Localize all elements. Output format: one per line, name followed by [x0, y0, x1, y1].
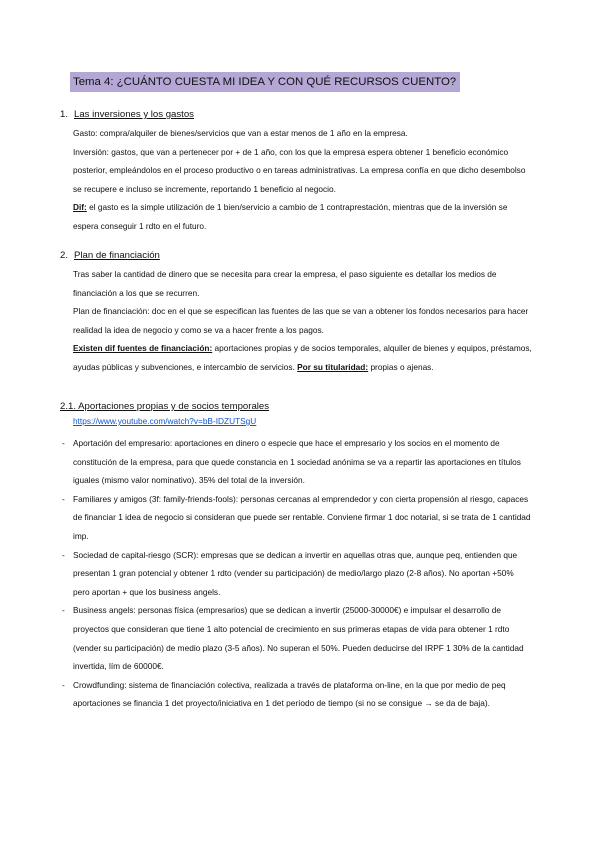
youtube-link[interactable]: https://www.youtube.com/watch?v=bB-IDZUTSgU: [73, 416, 257, 426]
list-item: - Aportación del empresario: aportaciones en dinero o especie que hace el empresario y los socios en el momento de constitución de la empresa, para que quede constancia en 1 sociedad anónima se va a repartir las aportaciones en títulos iguales (mismo valor nominativo). 35% del total de la inversión.: [73, 434, 531, 490]
dif-text: el gasto es la simple utilización de 1 bien/servicio a cambio de 1 contraprestación, mientras que de la inversión se espera conseguir 1 rdto en el futuro.: [73, 202, 508, 231]
existen-label: Existen dif fuentes de financiación:: [73, 343, 213, 354]
list-item: - Familiares y amigos (3f: family-friends-fools): personas cercanas al emprendedor y con cierta propensión al riesgo, capaces de financiar 1 idea de negocio si consideran que puede ser rentable. Conviene firmar 1 doc notarial, si se trata de 1 cantidad imp.: [73, 490, 531, 546]
section-2-title: Plan de financiación: [74, 250, 160, 261]
list-item: - Sociedad de capital-riesgo (SCR): empresas que se dedican a invertir en aquellas otras que, aunque peq, entienden que presentan 1 gran potencial y obtener 1 rdto (vender su participación) de medio/largo plazo (2-8 años). No aportan +50% pero aportan + que los business angels.: [73, 546, 531, 602]
financing-sources-list: [73, 434, 531, 713]
document-title: Tema 4: ¿CUÁNTO CUESTA MI IDEA Y CON QUÉ RECURSOS CUENTO?: [70, 72, 460, 92]
dif-label: Dif:: [73, 202, 87, 213]
section-1-body: [73, 124, 533, 236]
section-2-heading: [60, 249, 160, 262]
plan-paragraph: Plan de financiación: doc en el que se especifican las fuentes de las que se van a obtener los fondos necesarios para hacer realidad la idea de negocio y como se va a hacer frente a los pagos.: [73, 306, 529, 335]
section-1-heading: [60, 108, 194, 121]
existen-text: aportaciones propias y de socios temporales, alquiler de bienes y equipos, préstamos, ayudas públicas y subvenciones, e intercambio de servicios.: [73, 343, 532, 372]
section-1-title: Las inversiones y los gastos: [74, 109, 194, 120]
inversion-paragraph: Inversión: gastos, que van a pertenecer por + de 1 año, con los que la empresa espera obtener 1 beneficio económico posterior, empleándolos en el proceso productivo o en tareas administrativas. La empresa confía en que dicho desembolso se recupere e incluso se incremente, reportando 1 beneficio al negocio.: [73, 146, 526, 194]
section-2-number: 2.: [60, 250, 69, 261]
intro-paragraph: Tras saber la cantidad de dinero que se necesita para crear la empresa, el paso siguiente es detallar los medios de financiación a los que se recurren.: [73, 269, 497, 298]
list-item: - Crowdfunding: sistema de financiación colectiva, realizada a través de plataforma on-line, en la que por medio de peq aportaciones se financia 1 det proyecto/iniciativa en 1 det período de tiempo (si no se consigue → se da de baja).: [73, 676, 531, 713]
dif-paragraph: [73, 198, 533, 235]
section-2-body: [73, 265, 533, 377]
titularidad-label: Por su titularidad:: [297, 361, 369, 372]
gasto-paragraph: Gasto: compra/alquiler de bienes/servicios que van a estar menos de 1 año en la empresa.: [73, 128, 408, 138]
section-1-number: 1.: [60, 109, 69, 120]
section-2-1-heading: [60, 400, 269, 413]
list-item: - Business angels: personas física (empresarios) que se dedican a invertir (25000-30000€) e impulsar el desarrollo de proyectos que consideran que tiene 1 alto potencial de crecimiento en sus primeras etapas de vida para obtener 1 rdto (vender su participación) de medio plazo (3-5 años). No superan el 50%. Pueden deducirse del IRPF 1 30% de la cantidad invertida, lím de 60000€.: [73, 601, 531, 675]
titularidad-text: propias o ajenas.: [368, 361, 434, 372]
fuentes-paragraph: [73, 339, 533, 376]
section-2-1-title: 2.1. Aportaciones propias y de socios temporales: [60, 401, 270, 412]
